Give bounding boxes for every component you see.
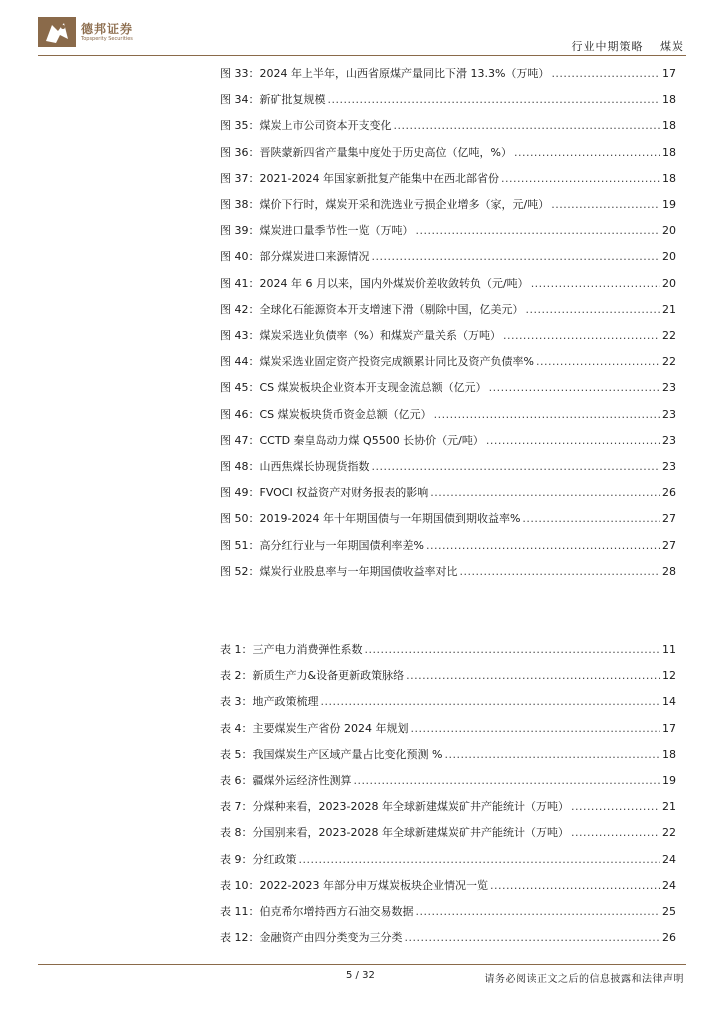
figure-toc-entry[interactable] <box>220 538 676 554</box>
toc-entry-label: 表 1：三产电力消费弹性系数 <box>220 643 363 656</box>
toc-entry-label: 图 40：部分煤炭进口来源情况 <box>220 250 370 264</box>
table-toc-entry[interactable] <box>220 694 676 710</box>
toc-leader-dots <box>551 197 660 213</box>
toc-leader-dots <box>444 747 660 763</box>
company-logo <box>38 17 133 47</box>
toc-entry-label: 图 41：2024 年 6 月以来，国内外煤炭价差收敛转负（元/吨） <box>220 276 529 290</box>
figure-toc-entry[interactable] <box>220 197 676 213</box>
table-toc-entry[interactable] <box>220 773 676 789</box>
table-toc-entry[interactable] <box>220 878 676 894</box>
toc-leader-dots <box>434 407 660 423</box>
toc-entry-page: 25 <box>662 905 676 918</box>
toc-leader-dots <box>486 433 660 449</box>
logo-name-en: Topsperity Securities <box>81 35 133 42</box>
toc-entry-page: 19 <box>662 774 676 787</box>
toc-entry-page: 26 <box>662 931 676 945</box>
toc-entry-label: 图 50：2019-2024 年十年期国债与一年期国债到期收益率% <box>220 512 521 526</box>
toc-entry-page: 28 <box>662 564 676 578</box>
toc-leader-dots <box>416 904 661 920</box>
toc-entry-label: 表 7：分煤种来看，2023-2028 年全球新建煤炭矿井产能统计（万吨） <box>220 800 569 814</box>
page-number: 5 / 32 <box>346 970 375 981</box>
toc-entry-label: 图 37：2021-2024 年国家新批复产能集中在西北部省份 <box>220 171 499 185</box>
toc-entry-page: 22 <box>662 826 676 840</box>
table-toc-entry[interactable] <box>220 904 676 920</box>
toc-entry-label: 图 49：FVOCI 权益资产对财务报表的影响 <box>220 486 429 500</box>
toc-entry-label: 表 4：主要煤炭生产省份 2024 年规划 <box>220 721 409 735</box>
logo-name-cn: 德邦证券 <box>81 21 134 36</box>
toc-entry-page: 23 <box>662 407 676 421</box>
toc-entry-label: 图 44：煤炭采选业固定资产投资完成额累计同比及资产负债率% <box>220 355 534 369</box>
toc-entry-page: 14 <box>662 695 676 709</box>
toc-leader-dots <box>430 485 660 501</box>
figure-toc-entry[interactable] <box>220 354 676 370</box>
figure-toc-entry[interactable] <box>220 249 676 265</box>
toc-entry-page: 18 <box>662 93 676 107</box>
toc-entry-label: 图 39：煤炭进口量季节性一览（万吨） <box>220 224 414 238</box>
toc-entry-page: 18 <box>662 171 676 185</box>
toc-entry-page: 21 <box>662 302 676 316</box>
figure-toc-entry[interactable] <box>220 485 676 501</box>
toc-entry-page: 24 <box>662 852 676 866</box>
figure-toc-entry[interactable] <box>220 145 676 161</box>
report-sector: 煤炭 <box>660 40 684 53</box>
toc-entry-label: 图 35：煤炭上市公司资本开支变化 <box>220 119 392 133</box>
toc-leader-dots <box>571 799 660 815</box>
toc-entry-page: 22 <box>662 329 676 342</box>
toc-entry-page: 18 <box>662 145 676 159</box>
toc-entry-label: 图 42：全球化石能源资本开支增速下滑（剔除中国，亿美元） <box>220 302 524 316</box>
toc-entry-label: 图 34：新矿批复规模 <box>220 93 326 107</box>
figure-toc-entry[interactable] <box>220 433 676 449</box>
toc-leader-dots <box>372 459 661 475</box>
toc-leader-dots <box>406 668 660 684</box>
toc-leader-dots <box>536 354 660 370</box>
toc-entry-label: 表 10：2022-2023 年部分申万煤炭板块企业情况一览 <box>220 878 488 892</box>
toc-entry-label: 图 33：2024 年上半年，山西省原煤产量同比下滑 13.3%（万吨） <box>220 67 550 80</box>
toc-leader-dots <box>551 66 660 82</box>
toc-entry-page: 11 <box>662 643 676 656</box>
toc-entry-label: 图 38：煤价下行时，煤炭开采和洗选业亏损企业增多（家，元/吨） <box>220 198 550 211</box>
toc-leader-dots <box>410 721 660 737</box>
toc-leader-dots <box>321 694 661 710</box>
toc-leader-dots <box>522 511 660 527</box>
figure-toc-entry[interactable] <box>220 66 676 82</box>
header-divider <box>38 55 686 56</box>
toc-entry-page: 23 <box>662 381 676 395</box>
toc-entry-label: 表 5：我国煤炭生产区域产量占比变化预测 % <box>220 747 443 761</box>
toc-entry-page: 18 <box>662 119 676 133</box>
toc-entry-page: 23 <box>662 460 676 473</box>
toc-entry-page: 19 <box>662 198 676 211</box>
toc-entry-page: 23 <box>662 433 676 447</box>
report-header-tag <box>572 38 685 54</box>
toc-entry-page: 27 <box>662 512 676 526</box>
toc-leader-dots <box>299 852 661 868</box>
toc-entry-page: 20 <box>662 250 676 264</box>
toc-leader-dots <box>394 118 661 134</box>
toc-entry-label: 表 11：伯克希尔增持西方石油交易数据 <box>220 905 414 918</box>
toc-leader-dots <box>426 538 660 554</box>
company-logo-icon <box>38 17 76 47</box>
toc-entry-label: 图 46：CS 煤炭板块货币资金总额（亿元） <box>220 407 432 421</box>
toc-entry-label: 图 52：煤炭行业股息率与一年期国债收益率对比 <box>220 564 458 578</box>
footer-disclaimer: 请务必阅读正文之后的信息披露和法律声明 <box>484 974 684 985</box>
toc-leader-dots <box>460 564 661 580</box>
figure-toc-entry[interactable] <box>220 302 676 318</box>
toc-entry-label: 图 47：CCTD 秦皇岛动力煤 Q5500 长协价（元/吨） <box>220 433 484 447</box>
table-toc-entry[interactable] <box>220 825 676 841</box>
toc-leader-dots <box>490 878 660 894</box>
toc-entry-page: 22 <box>662 355 676 369</box>
toc-entry-label: 表 8：分国别来看，2023-2028 年全球新建煤炭矿井产能统计（万吨） <box>220 826 569 840</box>
toc-entry-label: 表 3：地产政策梳理 <box>220 695 319 709</box>
toc-leader-dots <box>354 773 661 789</box>
toc-entry-label: 图 36：晋陕蒙新四省产量集中度处于历史高位（亿吨，%） <box>220 145 512 159</box>
toc-entry-page: 26 <box>662 486 676 500</box>
figure-toc-entry[interactable] <box>220 511 676 527</box>
figure-toc-entry[interactable] <box>220 118 676 134</box>
toc-leader-dots <box>405 930 661 946</box>
footer-divider <box>38 964 686 965</box>
table-toc-entry[interactable] <box>220 852 676 868</box>
toc-entry-label: 图 45：CS 煤炭板块企业资本开支现金流总额（亿元） <box>220 381 487 395</box>
toc-entry-label: 表 6：疆煤外运经济性测算 <box>220 774 352 787</box>
toc-entry-page: 18 <box>662 747 676 761</box>
toc-entry-page: 12 <box>662 669 676 683</box>
toc-entry-label: 表 9：分红政策 <box>220 852 297 866</box>
figure-toc-entry[interactable] <box>220 407 676 423</box>
toc-leader-dots <box>503 328 660 344</box>
toc-entry-label: 图 48：山西焦煤长协现货指数 <box>220 460 370 473</box>
table-toc-entry[interactable] <box>220 668 676 684</box>
toc-leader-dots <box>328 92 661 108</box>
table-toc-entry[interactable] <box>220 799 676 815</box>
toc-leader-dots <box>372 249 661 265</box>
figure-toc-entry[interactable] <box>220 92 676 108</box>
toc-leader-dots <box>571 825 660 841</box>
toc-entry-page: 17 <box>662 67 676 80</box>
figure-toc-entry[interactable] <box>220 564 676 580</box>
toc-entry-label: 图 51：高分红行业与一年期国债利率差% <box>220 538 424 552</box>
report-category: 行业中期策略 <box>571 40 644 53</box>
toc-leader-dots <box>489 380 660 396</box>
figure-toc-entry[interactable] <box>220 459 676 475</box>
toc-leader-dots <box>365 642 661 658</box>
toc-leader-dots <box>526 302 661 318</box>
figure-toc-entry[interactable] <box>220 276 676 292</box>
toc-entry-page: 21 <box>662 800 676 814</box>
table-toc-entry[interactable] <box>220 930 676 946</box>
toc-entry-label: 表 12：金融资产由四分类变为三分类 <box>220 931 403 945</box>
toc-leader-dots <box>531 276 660 292</box>
figure-toc-entry[interactable] <box>220 171 676 187</box>
figure-toc-entry[interactable] <box>220 380 676 396</box>
toc-entry-page: 27 <box>662 538 676 552</box>
toc-leader-dots <box>416 223 661 239</box>
toc-entry-page: 17 <box>662 721 676 735</box>
table-toc-entry[interactable] <box>220 642 676 658</box>
toc-leader-dots <box>501 171 660 187</box>
figure-toc-entry[interactable] <box>220 223 676 239</box>
figure-toc-entry[interactable] <box>220 328 676 344</box>
toc-entry-page: 24 <box>662 878 676 892</box>
toc-entry-label: 图 43：煤炭采选业负债率（%）和煤炭产量关系（万吨） <box>220 329 501 342</box>
table-toc-entry[interactable] <box>220 747 676 763</box>
toc-entry-page: 20 <box>662 276 676 290</box>
toc-entry-label: 表 2：新质生产力&设备更新政策脉络 <box>220 669 405 683</box>
toc-leader-dots <box>514 145 660 161</box>
table-toc-entry[interactable] <box>220 721 676 737</box>
toc-entry-page: 20 <box>662 224 676 238</box>
